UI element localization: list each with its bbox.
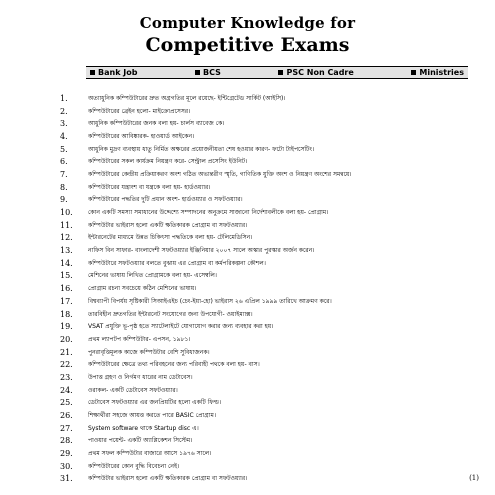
list-item <box>60 206 480 219</box>
tag-bcs: BCS <box>195 68 221 77</box>
list-item <box>60 219 480 232</box>
list-item <box>60 130 480 143</box>
list-item <box>60 384 480 397</box>
list-item <box>60 194 480 207</box>
tag-ministries: Ministries <box>411 68 464 77</box>
list-item <box>60 422 480 435</box>
item-text: কম্পিউটার ভাইরাস হলো একটি ক্ষতিকারক প্রোগ্রাম বা সফটওয়্যার। <box>88 475 248 483</box>
item-number: 28. <box>60 436 73 446</box>
list-item <box>60 92 480 105</box>
square-bullet-icon <box>195 70 200 75</box>
list-item <box>60 333 480 346</box>
item-number: 7. <box>60 169 68 179</box>
list-item <box>60 346 480 359</box>
item-number: 6. <box>60 157 68 167</box>
item-text: অত্যাধুনিক কম্পিউটারের দ্রুত অগ্রগতির মূলে রয়েছে- ইন্টিগ্রেটেড সার্কিট (আইসি)। <box>88 94 286 102</box>
item-text: কম্পিউটার ভাইরাস হলো একটি ক্ষতিকারক প্রোগ্রাম বা সফটওয়্যার। <box>88 221 248 229</box>
item-text: শিক্ষার্থীরা সহজে আয়ত্ত করতে পারে BASIC প্রোগ্রাম। <box>88 412 216 420</box>
item-text: কম্পিউটারের যন্ত্রাংশ বা যন্ত্রকে বলা হয়- হার্ডওয়্যার। <box>88 183 211 191</box>
item-number: 19. <box>60 322 73 332</box>
list-item <box>60 117 480 130</box>
list-item <box>60 409 480 422</box>
item-text: ওরাকল- একটি ডেটাবেস সফটওয়্যার। <box>88 386 178 394</box>
item-number: 11. <box>60 220 73 230</box>
item-number: 10. <box>60 208 73 218</box>
item-number: 13. <box>60 246 73 256</box>
item-number: 22. <box>60 360 73 370</box>
item-text: উপাত্ত গ্রহণ ও নির্গমণ ধারের নাম ডেটাবেস। <box>88 373 193 381</box>
item-number: 30. <box>60 461 73 471</box>
list-item <box>60 308 480 321</box>
item-number: 18. <box>60 309 73 319</box>
list-item <box>60 435 480 448</box>
list-item <box>60 371 480 384</box>
item-text: বিশ্বব্যাপী বিপর্যয় সৃষ্টিকারী সিআইএইচ (চেং-ইয়া-হো) ভাইরাস ২৬ এপ্রিল ১৯৯৯ তারিখে আক্রমণ করে। <box>88 297 332 305</box>
list-item <box>60 447 480 460</box>
list-item <box>60 295 480 308</box>
fact-list <box>60 92 480 485</box>
item-number: 9. <box>60 195 68 205</box>
item-number: 27. <box>60 423 73 433</box>
page-header <box>0 14 495 56</box>
square-bullet-icon <box>411 70 416 75</box>
item-number: 20. <box>60 334 73 344</box>
item-number: 2. <box>60 106 68 116</box>
item-number: 5. <box>60 144 68 154</box>
list-item <box>60 397 480 410</box>
item-number: 24. <box>60 385 73 395</box>
item-text: কম্পিউটারের সকল কার্যক্রম নিয়ন্ত্রণ করে- সেন্ট্রাল প্রসেসিং ইউনিট। <box>88 158 248 166</box>
item-text: কম্পিউটারের পদ্ধতির দুটি প্রধান অংশ- হার্ডওয়্যার ও সফটওয়্যার। <box>88 196 243 204</box>
item-number: 4. <box>60 131 68 141</box>
list-item <box>60 143 480 156</box>
list-item <box>60 320 480 333</box>
list-item <box>60 244 480 257</box>
item-number: 31. <box>60 474 73 484</box>
list-item <box>60 358 480 371</box>
page-number: (1) <box>469 474 479 482</box>
item-number: 17. <box>60 296 73 306</box>
item-text: কোন একটি সমস্যা সমাধানের উদ্দেশ্যে সম্পাদনের অনুক্রমে সাজানো নির্দেশাবলীকে বলা হয়- প্রোগ্রাম। <box>88 209 329 217</box>
item-text: VSAT প্রযুক্তি ভূ-পৃষ্ঠ হতে স্যাটেলাইটে যোগাযোগ করার জন্য ব্যবহার করা হয়। <box>88 323 274 331</box>
item-text: কম্পিউটারের ব্রেইন হলো- মাইক্রোপ্রসেসর। <box>88 107 191 115</box>
item-text: পাওয়ার পয়েন্ট- একটি অ্যাপ্লিকেশন সিস্টেম। <box>88 437 193 445</box>
square-bullet-icon <box>90 70 95 75</box>
item-text: আধুনিক মুদ্রণ ব্যবস্থায় ধাতু নির্মিত অক্ষরের প্রয়োজনীয়তা শেষ হওয়ার কারণ- ফটো টাইপসেটিং। <box>88 145 315 153</box>
item-text: কম্পিউটারের আবিষ্কারক- হাওয়ার্ড আইকেন। <box>88 132 195 140</box>
item-number: 1. <box>60 93 68 103</box>
item-text: ইন্টারনেটের মাধ্যমে উন্নত চিকিৎসা পদ্ধতিকে বলা হয়- টেলিমেডিসিন। <box>88 234 253 242</box>
item-text: প্রথম ল্যাপটপ কম্পিউটার- এপসন, ১৯৮১। <box>88 335 191 343</box>
list-item <box>60 181 480 194</box>
list-item <box>60 105 480 118</box>
item-text: System software থাকে Startup disc এ। <box>88 424 199 432</box>
item-text: কম্পিউটারে সফটওয়্যার বলতে বুঝায় এর প্রোগ্রাম বা কর্মপরিকল্পনা কৌশল। <box>88 259 266 267</box>
list-item <box>60 155 480 168</box>
item-number: 8. <box>60 182 68 192</box>
list-item <box>60 473 480 486</box>
item-text: প্রথম সফল কম্পিউটার বাজারে আসে ১৯৭৬ সালে। <box>88 450 212 458</box>
item-number: 12. <box>60 233 73 243</box>
list-item <box>60 168 480 181</box>
page-subtitle: Competitive Exams <box>145 34 350 56</box>
list-item <box>60 270 480 283</box>
item-number: 14. <box>60 258 73 268</box>
list-item <box>60 282 480 295</box>
item-number: 3. <box>60 119 68 129</box>
tag-bank-job: Bank Job <box>90 68 138 77</box>
item-text: প্রোগ্রাম রচনা সবচেয়ে কঠিন মেশিনের ভাষায়। <box>88 285 197 293</box>
item-text: কম্পিউটারের ক্ষেত্রে তথ্য পরিবহনের জন্য পরিবাহী পথকে বলা হয়- বাস। <box>88 361 260 369</box>
item-text: আধুনিক কম্পিউটারের জনক বলা হয়- চার্লস ব্যাবেজ কে। <box>88 120 225 128</box>
item-text: কম্পিউটারের কেন্দ্রীয় প্রক্রিয়াকরণ অংশ গঠিত অভ্যন্তরীণ স্মৃতি, গাণিতিক যুক্তি অংশ ও নিয়ন্ত্রণ অংশের সমন্বয়ে। <box>88 170 352 178</box>
item-text: তারবিহীন দ্রুতগতির ইন্টারনেট সংযোগের জন্য উপযোগী- ওয়াইম্যাক্স। <box>88 310 253 318</box>
item-number: 26. <box>60 411 73 421</box>
category-tag-bar <box>86 66 468 79</box>
item-number: 29. <box>60 449 73 459</box>
page-title: Computer Knowledge for <box>139 14 356 32</box>
list-item <box>60 232 480 245</box>
square-bullet-icon <box>278 70 283 75</box>
item-number: 15. <box>60 271 73 281</box>
item-text: কম্পিউটারের কোন বুদ্ধি বিবেচনা নেই। <box>88 462 180 470</box>
item-number: 25. <box>60 398 73 408</box>
list-item <box>60 257 480 270</box>
item-text: নাফিস বিন সাফার- বাংলাদেশী সফটওয়্যার ইঞ্জিনিয়ার ২০০৭ সালে অস্কার পুরস্কার অর্জন করেন। <box>88 247 315 255</box>
item-text: ডেটাবেস সফটওয়্যার এর জনপ্রিয়টির হলো একটি ফিল্ড। <box>88 399 222 407</box>
item-text: পুনরাবৃত্তিমূলক কাজে কম্পিউটার বেশি সুবিধাজনক। <box>88 348 210 356</box>
item-text: মেশিনের ভাষায় লিখিত প্রোগ্রামকে বলা হয়- এসেম্বলি। <box>88 272 217 280</box>
item-number: 23. <box>60 372 73 382</box>
item-number: 21. <box>60 347 73 357</box>
list-item <box>60 460 480 473</box>
tag-psc-non-cadre: PSC Non Cadre <box>278 68 353 77</box>
item-number: 16. <box>60 284 73 294</box>
